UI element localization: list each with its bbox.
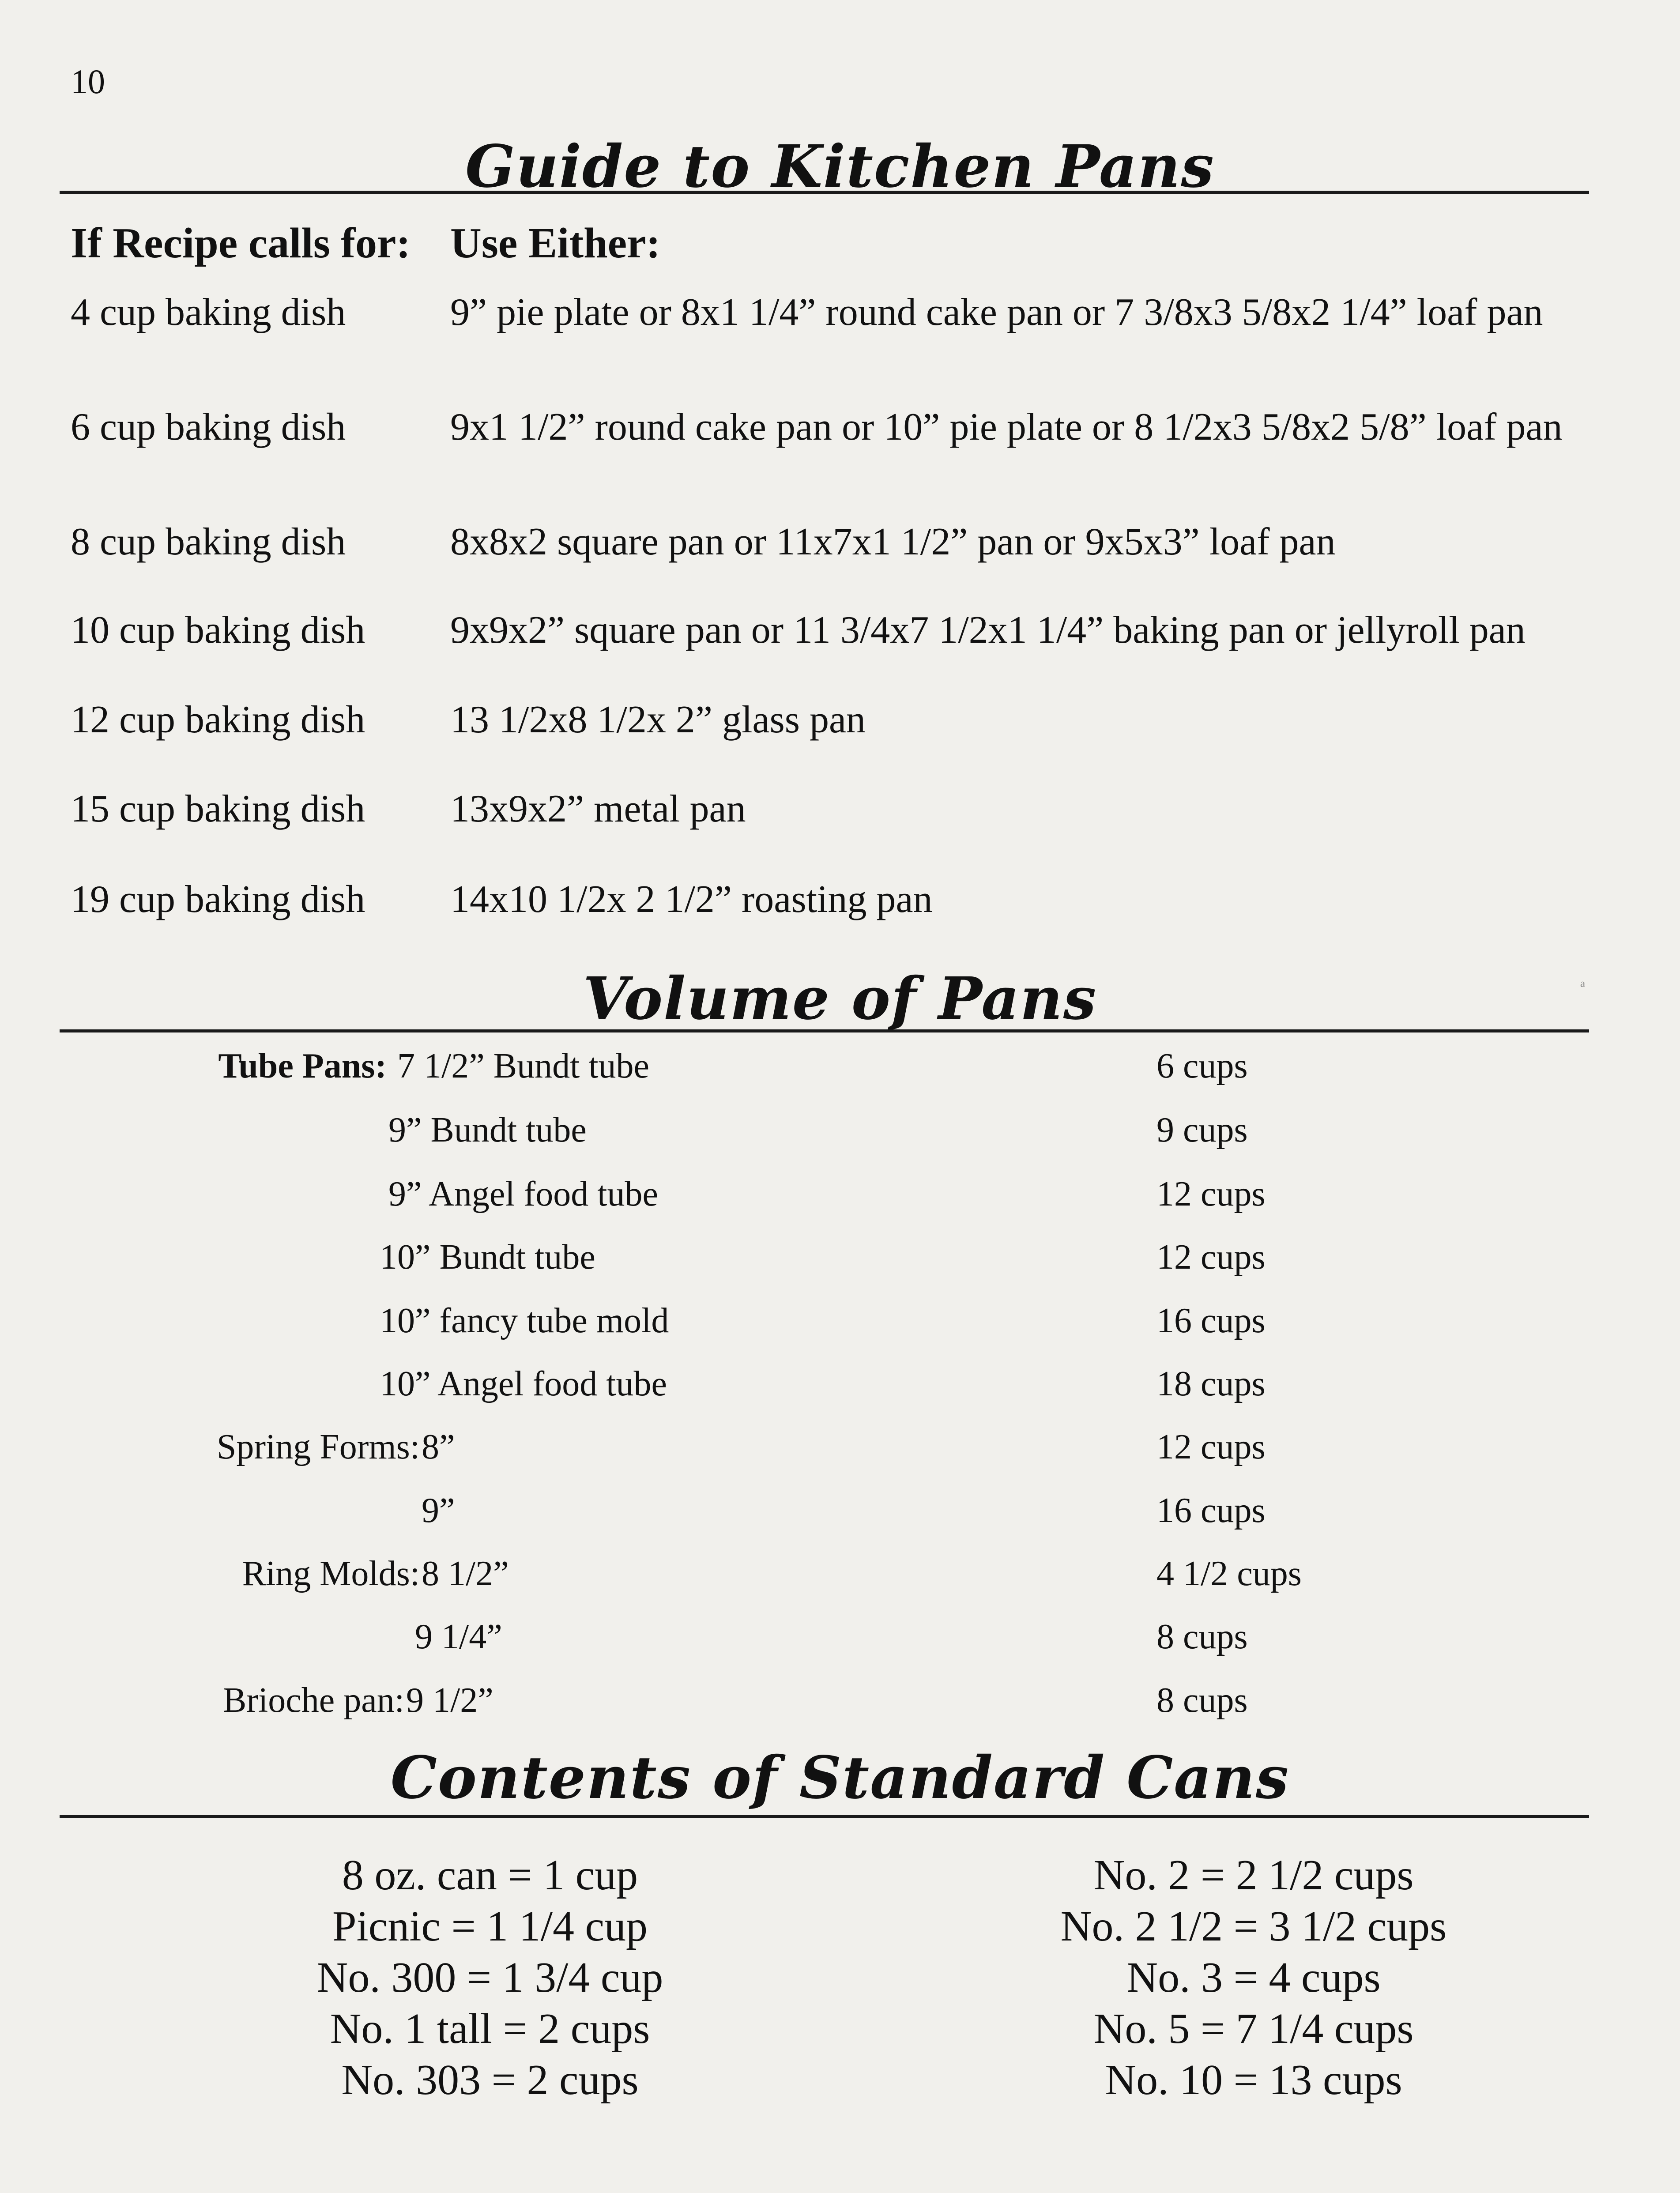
guide-row-recipe: 10 cup baking dish <box>71 609 365 652</box>
volume-row-size: 10” Bundt tube <box>380 1238 595 1277</box>
cans-item: 8 oz. can = 1 cup <box>342 1851 638 1899</box>
volume-row-size: 9 1/2” <box>406 1681 493 1720</box>
volume-row-cups: 9 cups <box>1156 1111 1248 1149</box>
cans-item: No. 1 tall = 2 cups <box>330 2005 650 2053</box>
volume-title: Volume of Pans <box>583 965 1097 1033</box>
guide-row-recipe: 19 cup baking dish <box>71 878 365 921</box>
volume-row-category: Spring Forms: <box>216 1428 420 1466</box>
volume-row-size: 9” <box>422 1491 455 1530</box>
guide-row-recipe: 6 cup baking dish <box>71 406 346 448</box>
volume-row-size: 10” Angel food tube <box>380 1364 667 1403</box>
volume-row-size: 7 1/2” Bundt tube <box>397 1047 650 1085</box>
volume-row-size: 10” fancy tube mold <box>380 1301 669 1340</box>
guide-row-recipe: 4 cup baking dish <box>71 291 346 334</box>
volume-row-category: Tube Pans: <box>218 1047 387 1085</box>
cans-item: No. 3 = 4 cups <box>1126 1954 1381 2001</box>
guide-row-use: 8x8x2 square pan or 11x7x1 1/2” pan or 9x5x3” loaf pan <box>450 520 1336 563</box>
volume-row-cups: 16 cups <box>1156 1491 1266 1530</box>
guide-row-recipe: 8 cup baking dish <box>71 520 346 563</box>
volume-row-category: Ring Molds: <box>242 1554 420 1593</box>
guide-row-use: 9” pie plate or 8x1 1/4” round cake pan or 7 3/8x3 5/8x2 1/4” loaf pan <box>450 291 1543 334</box>
guide-row-recipe: 12 cup baking dish <box>71 698 365 741</box>
cans-item: No. 5 = 7 1/4 cups <box>1093 2005 1414 2053</box>
guide-row-use: 14x10 1/2x 2 1/2” roasting pan <box>450 878 933 921</box>
volume-row-cups: 8 cups <box>1156 1617 1248 1656</box>
volume-row-cups: 4 1/2 cups <box>1156 1554 1302 1593</box>
guide-row-use: 9x1 1/2” round cake pan or 10” pie plate or 8 1/2x3 5/8x2 5/8” loaf pan <box>450 406 1563 448</box>
volume-row-category: Brioche pan: <box>223 1681 404 1720</box>
cans-item: No. 303 = 2 cups <box>341 2056 639 2104</box>
guide-title: Guide to Kitchen Pans <box>465 132 1215 201</box>
cans-item: No. 10 = 13 cups <box>1105 2056 1402 2104</box>
volume-row-cups: 12 cups <box>1156 1175 1266 1213</box>
volume-row-cups: 12 cups <box>1156 1428 1266 1466</box>
volume-row-size: 9” Bundt tube <box>388 1111 587 1149</box>
cans-item: No. 2 = 2 1/2 cups <box>1093 1851 1414 1899</box>
stray-mark: ᵃ <box>1580 976 1586 996</box>
volume-row-size: 8” <box>422 1428 455 1466</box>
cans-right-column <box>878 1850 1629 2106</box>
volume-row-size: 8 1/2” <box>422 1554 509 1593</box>
volume-row-size: 9 1/4” <box>415 1617 502 1656</box>
page-number: 10 <box>71 62 105 101</box>
guide-row-use: 13 1/2x8 1/2x 2” glass pan <box>450 698 866 741</box>
cans-item: No. 300 = 1 3/4 cup <box>316 1954 663 2001</box>
volume-row-cups: 8 cups <box>1156 1681 1248 1720</box>
volume-title-rule <box>60 1029 1589 1032</box>
cans-title: Contents of Standard Cans <box>390 1744 1290 1812</box>
guide-title-rule <box>60 191 1589 194</box>
guide-header-recipe: If Recipe calls for: <box>71 219 411 267</box>
cans-item: No. 2 1/2 = 3 1/2 cups <box>1060 1903 1447 1950</box>
volume-row-cups: 18 cups <box>1156 1364 1266 1403</box>
volume-row-size: 9” Angel food tube <box>388 1175 658 1213</box>
guide-header-use: Use Either: <box>450 219 661 267</box>
cans-item: Picnic = 1 1/4 cup <box>332 1903 648 1950</box>
cans-left-column <box>115 1850 865 2106</box>
cans-title-rule <box>60 1815 1589 1818</box>
volume-row-cups: 12 cups <box>1156 1238 1266 1277</box>
guide-row-use: 9x9x2” square pan or 11 3/4x7 1/2x1 1/4” baking pan or jellyroll pan <box>450 609 1526 652</box>
guide-row-use: 13x9x2” metal pan <box>450 788 746 830</box>
volume-row-cups: 6 cups <box>1156 1047 1248 1085</box>
volume-row-cups: 16 cups <box>1156 1301 1266 1340</box>
guide-row-recipe: 15 cup baking dish <box>71 788 365 830</box>
